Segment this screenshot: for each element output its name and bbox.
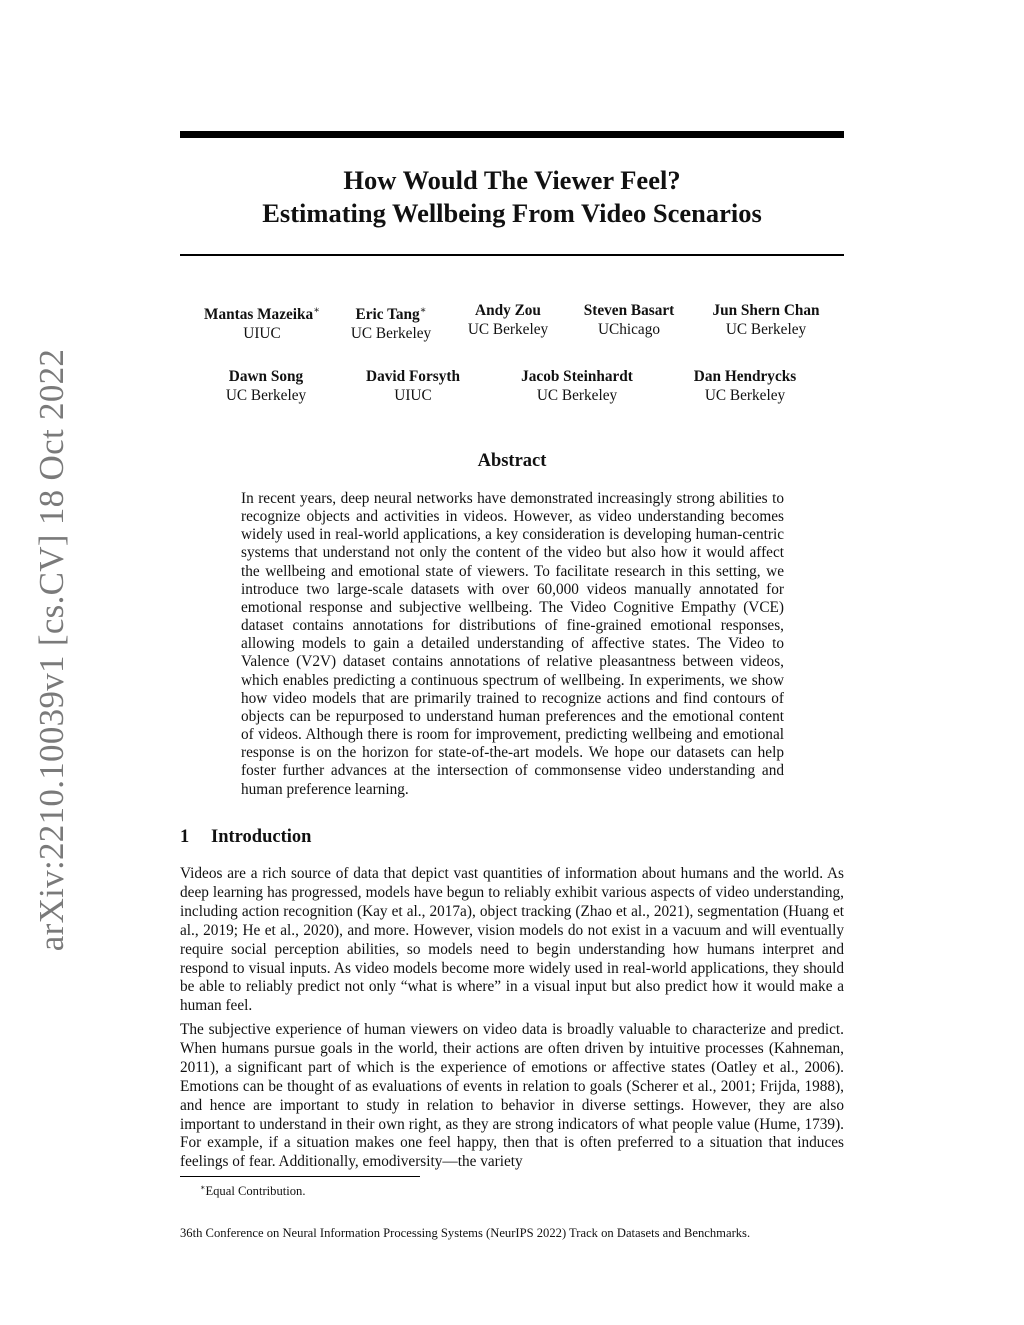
- body-paragraph: The subjective experience of human viewers on video data is broadly valuable to characterize and predict. When humans pursue goals in the world, their actions are often driven by intuitive processes (Kahneman, 2011), a significant part of which is the experience of emotions or affective states (Oatley et al., 2006). Emotions can be thought of as evaluations of events in relation to goals (Scherer et al., 2001; Frijda, 1988), and hence are important to study in relation to behavior in diverse settings. However, they are also important to understand in their own right, as they are strong indicators of what people value (Hume, 1739). For example, if a situation makes one feel happy, then that is often preferred to a situation that induces feelings of fear. Additionally, emodiversity—the variety: [180, 1021, 844, 1171]
- abstract-text: In recent years, deep neural networks have demonstrated increasingly strong abilities to recognize objects and activities in videos. However, as video understanding becomes widely used in real-world applications, a key consideration is developing human-centric systems that understand not only the content of the video but also how it would affect the wellbeing and emotional state of viewers. To facilitate research in this setting, we introduce two large-scale datasets with over 60,000 videos manually annotated for emotional response and subjective wellbeing. The Video Cognitive Empathy (VCE) dataset contains annotations for distributions of fine-grained emotional responses, allowing models to gain a detailed understanding of affective states. The Video to Valence (V2V) dataset contains annotations of relative pleasantness between videos, which enables predicting a continuous spectrum of wellbeing. In experiments, we show how video models that are primarily trained to recognize actions and find contours of objects can be repurposed to understand human preferences and the emotional content of videos. Although there is room for improvement, predicting wellbeing and emotional response is on the horizon for state-of-the-art models. We hope our datasets can help foster further advances at the intersection of commonsense video understanding and human preference learning.: [241, 490, 784, 798]
- author-affiliation: UC Berkeley: [536, 387, 618, 404]
- author-affiliation: UC Berkeley: [704, 387, 786, 404]
- title-line-1: How Would The Viewer Feel?: [343, 165, 681, 195]
- author-name: Dawn Song: [228, 368, 304, 385]
- section-title: Introduction: [211, 827, 312, 847]
- author-block: [351, 301, 431, 343]
- author-block: [204, 301, 320, 343]
- author-block: [521, 367, 633, 405]
- arxiv-identifier: arXiv:2210.10039v1 [cs.CV] 18 Oct 2022: [32, 348, 71, 952]
- author-block: [468, 301, 548, 339]
- author-block: [694, 367, 796, 405]
- author-name: Jacob Steinhardt: [521, 368, 633, 385]
- author-affiliation: UC Berkeley: [467, 321, 549, 338]
- author-affiliation: UC Berkeley: [725, 321, 807, 338]
- author-name: Eric Tang: [355, 306, 420, 324]
- author-mark: ∗: [313, 305, 320, 316]
- footnote-mark: ∗: [200, 1183, 206, 1192]
- venue-footer: 36th Conference on Neural Information Processing Systems (NeurIPS 2022) Track on Datasets and Benchmarks.: [180, 1226, 751, 1240]
- author-name: Dan Hendrycks: [693, 368, 797, 385]
- footnote-rule: [180, 1176, 420, 1177]
- author-affiliation: UChicago: [597, 321, 661, 338]
- section-number: 1: [180, 827, 190, 847]
- author-affiliation: UIUC: [243, 325, 281, 343]
- title-rule-bottom: [180, 254, 844, 256]
- author-name: David Forsyth: [366, 368, 460, 385]
- author-block: [712, 301, 819, 339]
- body-paragraph: Videos are a rich source of data that depict vast quantities of information about humans and the world. As deep learning has progressed, models have begun to reliably exhibit various aspects of video understanding, including action recognition (Kay et al., 2017a), object tracking (Zhao et al., 2021), segmentation (Huang et al., 2019; He et al., 2020), and more. However, vision models do not exist in a vacuum and will eventually require social perception abilities, so models need to begin understanding how humans interpret and respond to visual inputs. As video models become more widely used in real-world applications, they should be able to reliably predict not only “what is where” in a visual input but also predict how it would make a human feel.: [180, 865, 844, 1015]
- paper-title: [180, 164, 844, 230]
- author-name: Mantas Mazeika: [204, 306, 314, 324]
- author-affiliation: UC Berkeley: [225, 387, 307, 404]
- author-block: [226, 367, 306, 405]
- title-line-2: Estimating Wellbeing From Video Scenarios: [262, 198, 762, 228]
- author-mark: ∗: [419, 305, 427, 316]
- author-block: [366, 367, 460, 405]
- section-heading: [180, 826, 311, 848]
- footnote-text: Equal Contribution.: [205, 1184, 306, 1199]
- author-block: [584, 301, 675, 339]
- title-rule-top: [180, 131, 844, 138]
- abstract-heading: Abstract: [477, 451, 547, 471]
- author-affiliation: UIUC: [394, 387, 432, 404]
- author-name: Andy Zou: [475, 302, 541, 319]
- author-name: Jun Shern Chan: [712, 302, 820, 319]
- author-affiliation: UC Berkeley: [350, 325, 432, 343]
- footnote: [200, 1180, 305, 1199]
- author-name: Steven Basart: [583, 302, 675, 319]
